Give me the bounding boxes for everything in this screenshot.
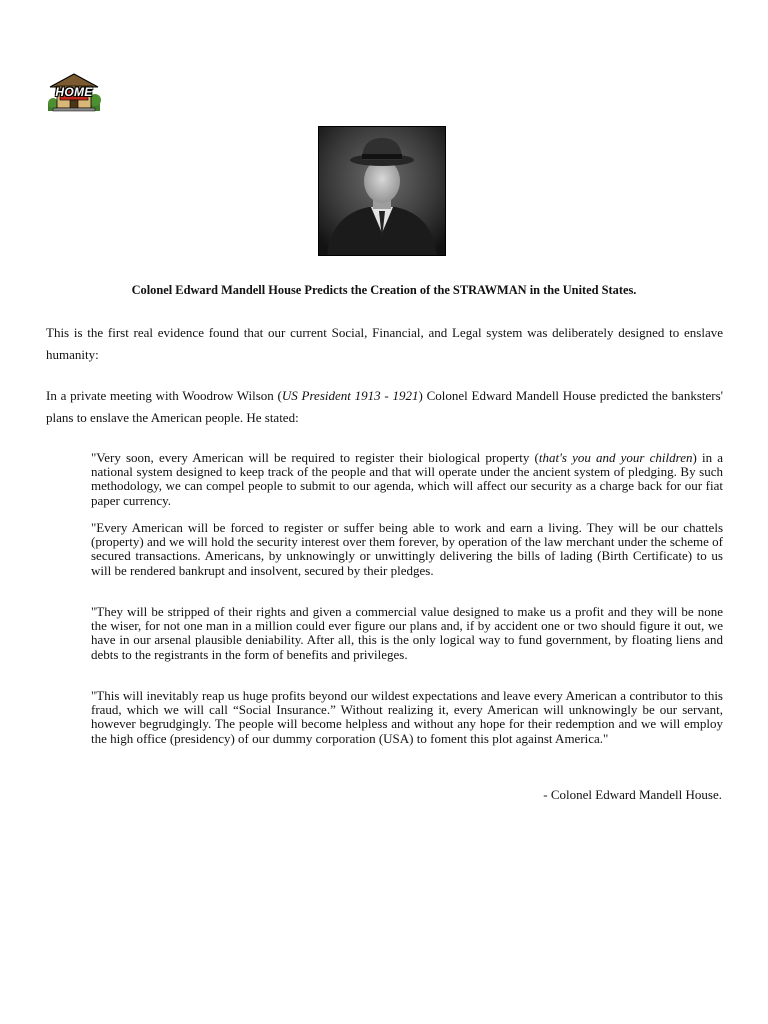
home-logo-link[interactable] <box>47 73 101 113</box>
quote-attribution: - Colonel Edward Mandell House. <box>543 787 722 802</box>
context-paragraph: In a private meeting with Woodrow Wilson (US President 1913 - 1921) Colonel Edward Mandell House predicted the banksters' plans to enslave the American people. He stated: <box>46 388 723 425</box>
president-term: US President 1913 - 1921 <box>281 388 419 403</box>
quote-emphasis: that's you and your children <box>538 450 693 465</box>
quote-paragraph-2: "Every American will be forced to register or suffer being able to work and earn a living. They will be our chattels (property) and we will hold the security interest over them forever, by operation of the law merchant under the scheme of secured transactions. Americans, by unknowingly or unwittingly delivering the bills of lading (Birth Certificate) to us will be rendered bankrupt and insolvent, secured by their pledges. <box>91 520 723 578</box>
intro-paragraph: This is the first real evidence found that our current Social, Financial, and Legal system was deliberately designed to enslave humanity: <box>46 325 723 362</box>
home-label: HOME <box>55 85 93 99</box>
portrait-photo <box>318 126 446 256</box>
quote-paragraph-3: "They will be stripped of their rights and given a commercial value designed to make us a profit and they will be none the wiser, for not one man in a million could ever figure our plans and, if by accident one or two should figure it out, we have in our arsenal plausible deniability. After all, this is the only logical way to fund government, by floating liens and debts to the registrants in the form of benefits and privileges. <box>91 604 723 662</box>
quote-paragraph-4: "This will inevitably reap us huge profits beyond our wildest expectations and leave every American a contributor to this fraud, which we will call “Social Insurance.” Without realizing it, every American will unknowingly be our servant, however begrudgingly. The people will become helpless and without any hope for their redemption and we will employ the high office (presidency) of our dummy corporation (USA) to foment this plot against America." <box>91 688 723 746</box>
page-title: Colonel Edward Mandell House Predicts the Creation of the STRAWMAN in the United States. <box>131 283 637 297</box>
quote-paragraph-1: "Very soon, every American will be required to register their biological property (that's you and your children) in a national system designed to keep track of the people and that will operate under the ancient system of pledging. By such methodology, we can compel people to submit to our agenda, which will affect our security as a charge back for our fiat paper currency. <box>91 450 723 508</box>
